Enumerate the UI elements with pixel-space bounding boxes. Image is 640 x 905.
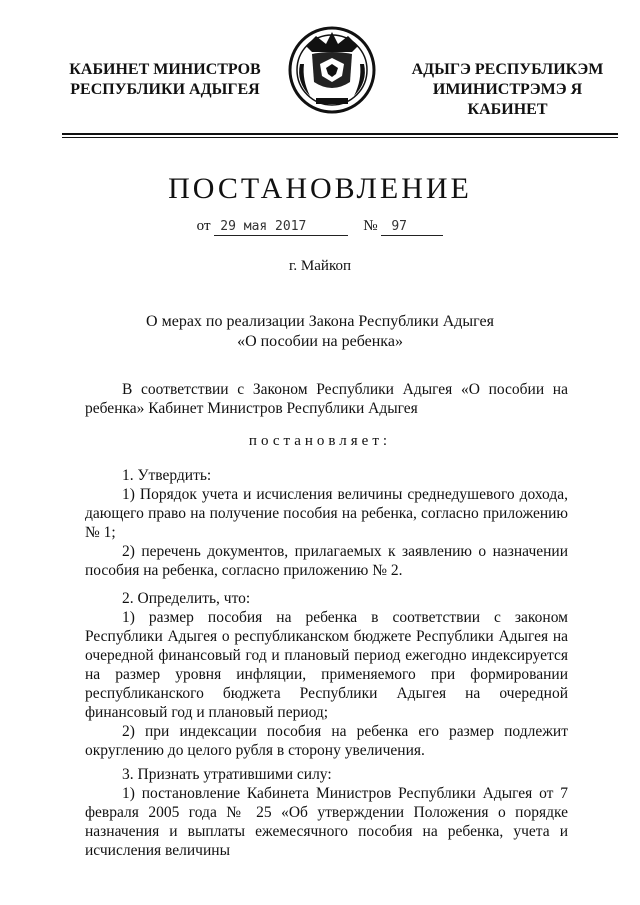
header-rule-thin (62, 137, 618, 138)
section-2-item-1: 1) размер пособия на ребенка в соответствии с законом Республики Адыгея о республиканском бюджете Республики Адыгея на очередной финансовый год и плановый период ежегодно индексируется на размер уровня инфляции, применяемого при формировании республиканского бюджета Республики Адыгея на очередной финансовый год и плановый период; (85, 609, 568, 721)
issuer-line-2-adyghe: ИМИНИСТРЭМЭ Я КАБИНЕТ (432, 81, 583, 118)
issuer-line-2: РЕСПУБЛИКИ АДЫГЕЯ (70, 81, 260, 98)
section-1-item-2: 2) перечень документов, прилагаемых к заявлению о назначении пособия на ребенка, согласно приложению № 2. (85, 543, 568, 579)
coat-of-arms-icon (286, 24, 378, 116)
preamble (85, 380, 568, 418)
section-2 (85, 589, 568, 760)
subject-line-2: «О пособии на ребенка» (237, 333, 403, 350)
subject (0, 312, 640, 352)
number-value: 97 (381, 219, 443, 236)
date-value: 29 мая 2017 (214, 219, 348, 236)
number-prefix: № (363, 218, 378, 234)
section-2-item-2: 2) при индексации пособия на ребенка его размер подлежит округлению до целого рубля в сторону увеличения. (85, 723, 568, 759)
date-number-line (0, 218, 640, 236)
issuer-line-1-adyghe: АДЫГЭ РЕСПУБЛИКЭМ (411, 61, 604, 78)
section-3-head: 3. Признать утратившими силу: (122, 766, 332, 783)
document-title: ПОСТАНОВЛЕНИЕ (168, 172, 472, 205)
decree-word: постановляет: (248, 433, 392, 449)
date-prefix: от (196, 218, 211, 234)
section-1-head: 1. Утвердить: (122, 467, 212, 484)
subject-line-1: О мерах по реализации Закона Республики Адыгея (146, 313, 494, 330)
issuer-name-russian (60, 60, 270, 100)
section-1 (85, 466, 568, 580)
header-rule-thick (62, 133, 618, 135)
preamble-text: В соответствии с Законом Республики Адыгея «О пособии на ребенка» Кабинет Министров Республики Адыгея (85, 381, 568, 417)
section-2-head: 2. Определить, что: (122, 590, 251, 607)
issuer-name-adyghe (395, 60, 620, 120)
section-3 (85, 765, 568, 860)
city: г. Майкоп (288, 258, 352, 274)
section-3-item-1: 1) постановление Кабинета Министров Республики Адыгея от 7 февраля 2005 года № 25 «Об утверждении Положения о порядке назначения и выплаты ежемесячного пособия на ребенка, учета и исчисления величины (85, 785, 568, 859)
section-1-item-1: 1) Порядок учета и исчисления величины среднедушевого дохода, дающего право на получение пособия на ребенка, согласно приложению № 1; (85, 486, 568, 541)
issuer-line-1: КАБИНЕТ МИНИСТРОВ (69, 61, 261, 78)
